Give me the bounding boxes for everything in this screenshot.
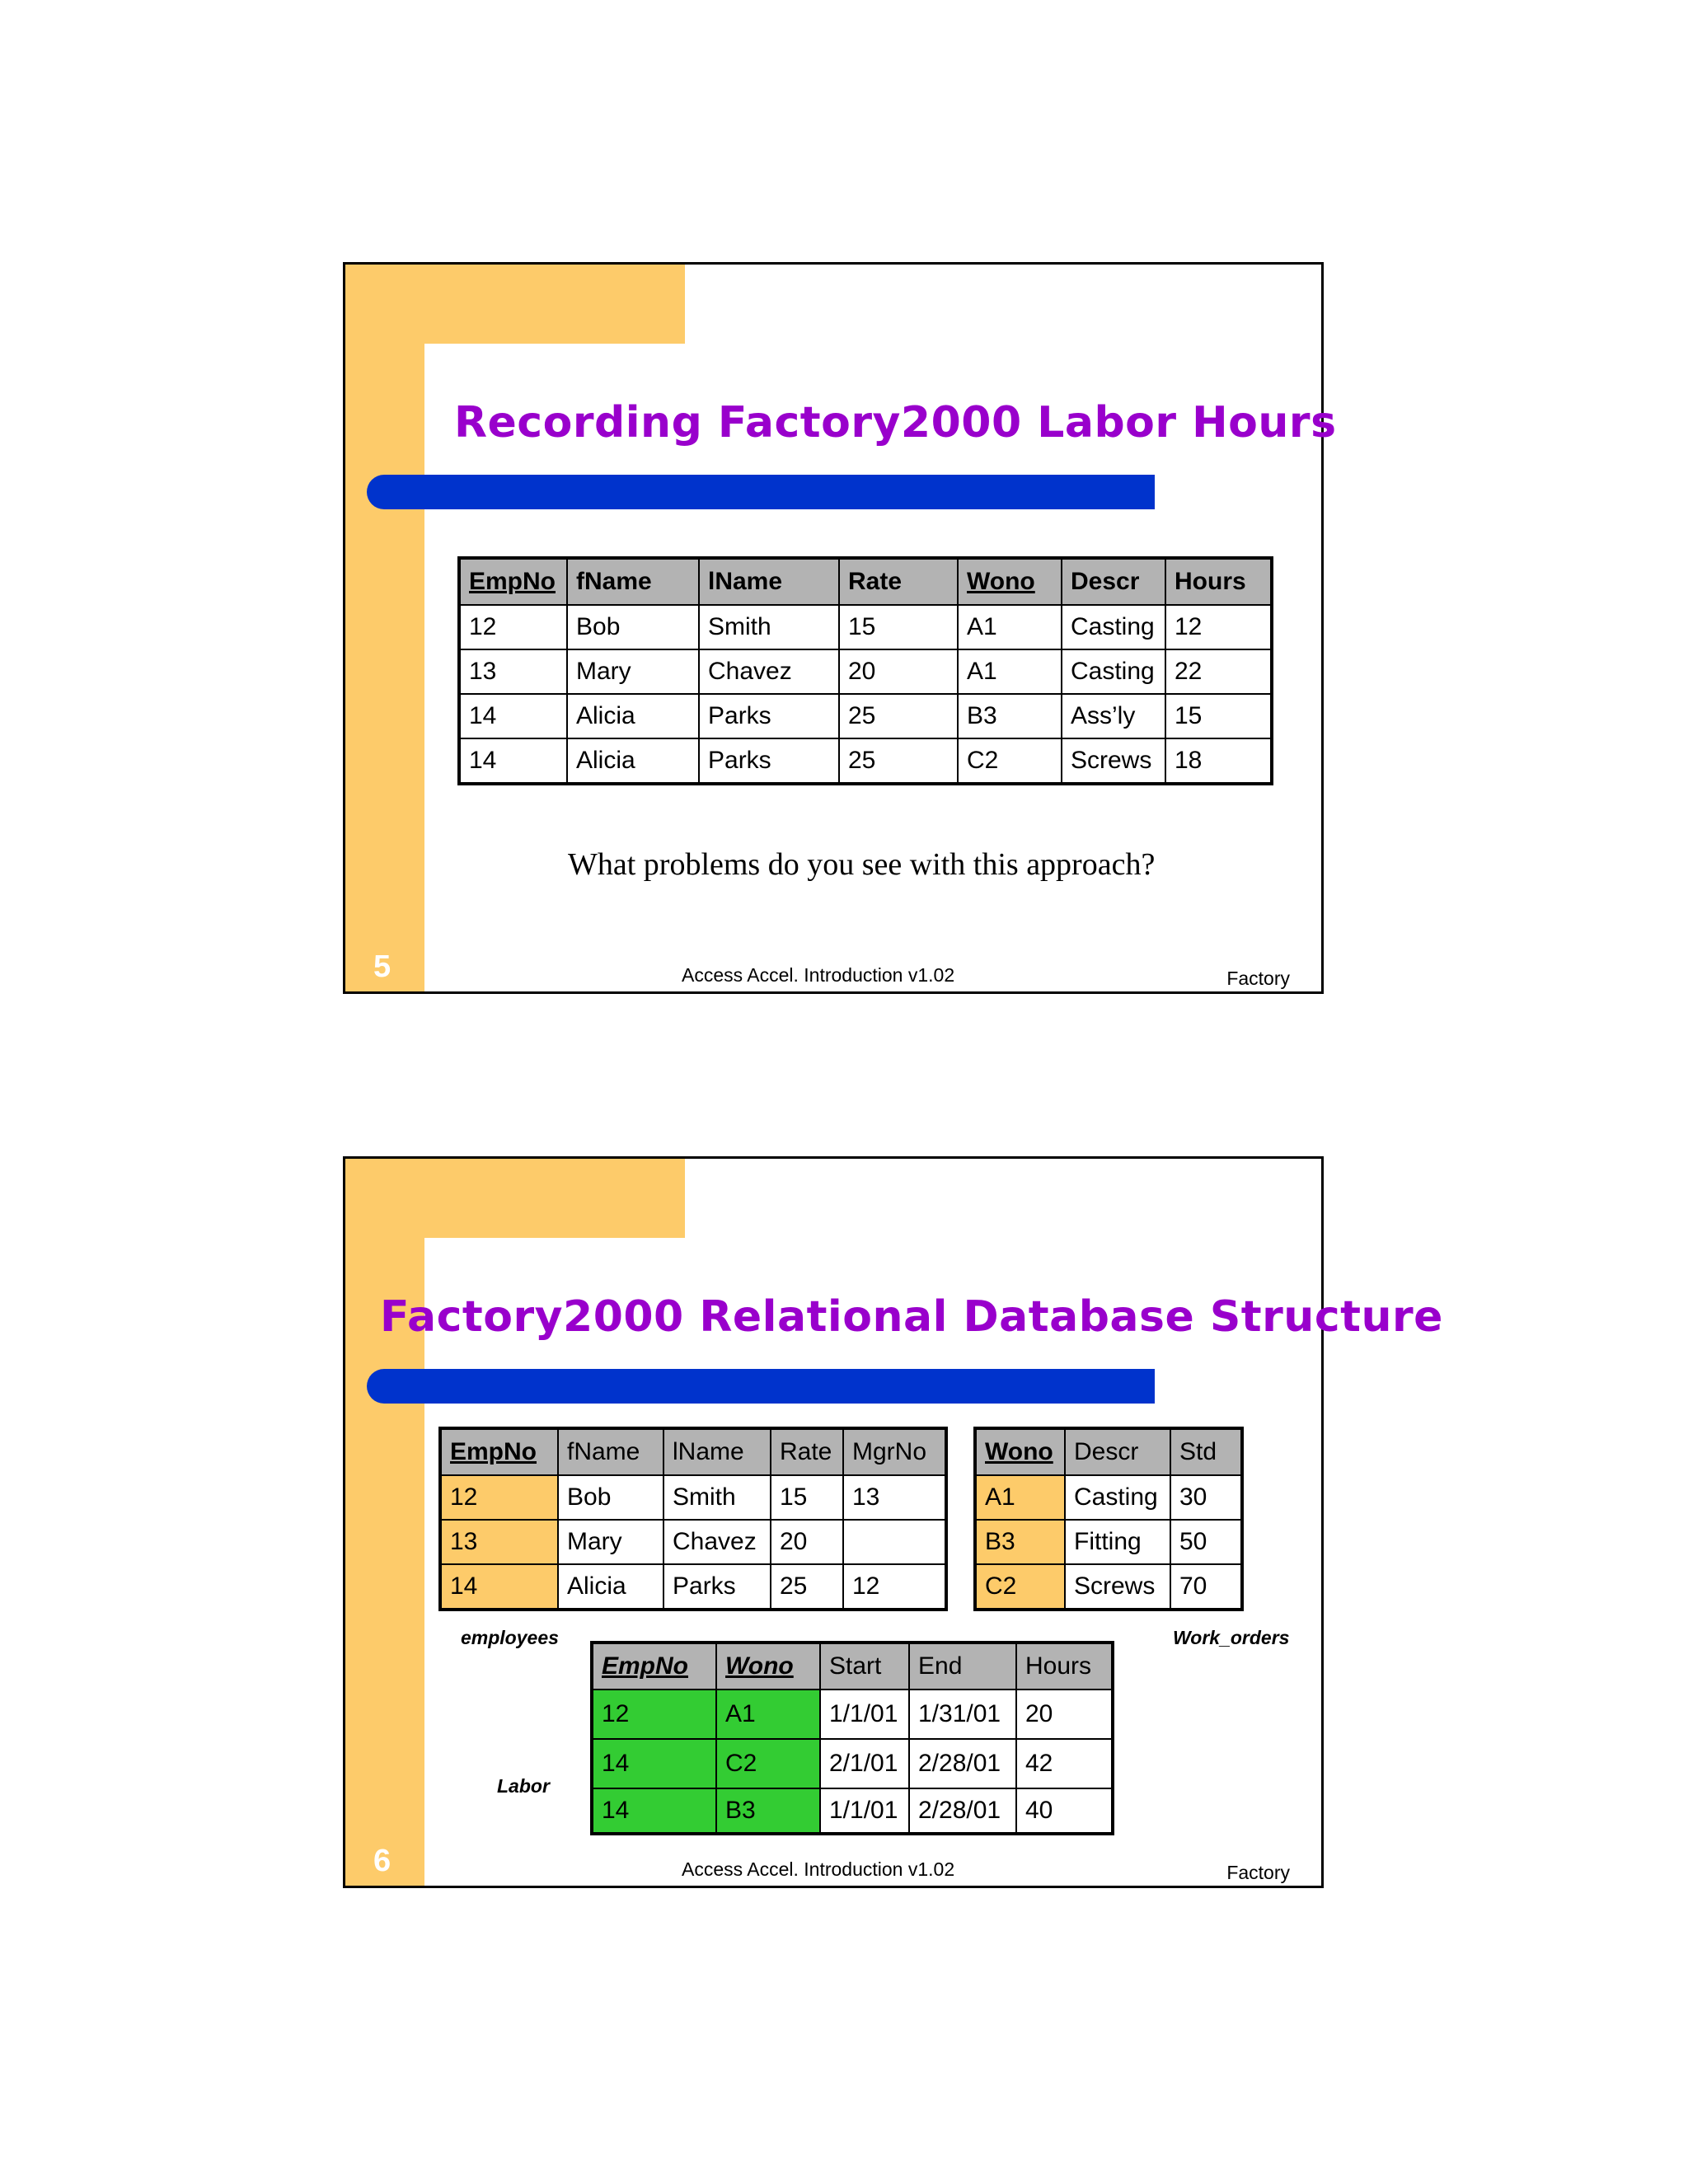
table-header-row: [592, 1643, 1113, 1690]
table-cell: 2/28/01: [909, 1788, 1016, 1834]
title-underline-bar: [367, 1369, 1155, 1404]
column-header: Wono: [958, 558, 1062, 605]
accent-strip-vertical: [345, 265, 424, 991]
footer-course-title: Access Accel. Introduction v1.02: [682, 1858, 955, 1880]
table-cell: 12: [843, 1564, 946, 1610]
table-cell: 15: [1165, 694, 1272, 738]
table-cell: 2/1/01: [820, 1739, 909, 1788]
column-header: fName: [558, 1428, 663, 1475]
table-cell: 2/28/01: [909, 1739, 1016, 1788]
column-header: lName: [699, 558, 839, 605]
table-cell: [843, 1520, 946, 1564]
table-cell: 70: [1170, 1564, 1242, 1610]
table-cell: 25: [839, 738, 958, 784]
table-cell: Casting: [1065, 1475, 1170, 1520]
accent-curve: [424, 344, 474, 393]
title-underline-bar: [367, 475, 1155, 509]
table-cell: Parks: [699, 694, 839, 738]
table-cell: 40: [1016, 1788, 1113, 1834]
slide-6: [343, 1156, 1443, 1888]
footer-section: Factory: [1226, 968, 1290, 989]
table-header-row: [459, 558, 1272, 605]
table-cell: 13: [843, 1475, 946, 1520]
table-cell: 12: [459, 605, 567, 649]
table-cell: Alicia: [558, 1564, 663, 1610]
table-cell: Bob: [567, 605, 699, 649]
table-cell: C2: [958, 738, 1062, 784]
work-orders-caption: Work_orders: [1173, 1627, 1290, 1648]
column-header: Descr: [1062, 558, 1165, 605]
table-row: [440, 1475, 946, 1520]
column-header: Start: [820, 1643, 909, 1690]
table-cell: Chavez: [699, 649, 839, 694]
column-header: Rate: [839, 558, 958, 605]
column-header: lName: [663, 1428, 771, 1475]
column-header: Descr: [1065, 1428, 1170, 1475]
table-cell: Parks: [663, 1564, 771, 1610]
column-header: fName: [567, 558, 699, 605]
labor-table: [590, 1641, 1114, 1835]
accent-curve: [424, 1238, 474, 1287]
table-row: [975, 1475, 1242, 1520]
table-row: [592, 1788, 1113, 1834]
column-header: Wono: [716, 1643, 820, 1690]
column-header: EmpNo: [440, 1428, 558, 1475]
table-cell: 25: [771, 1564, 843, 1610]
labor-caption: Labor: [497, 1775, 550, 1797]
table-cell: A1: [716, 1690, 820, 1739]
table-cell: 20: [1016, 1690, 1113, 1739]
table-cell: B3: [958, 694, 1062, 738]
table-cell: 20: [771, 1520, 843, 1564]
table-cell: Ass’ly: [1062, 694, 1165, 738]
employees-caption: employees: [461, 1627, 559, 1648]
table-cell: Bob: [558, 1475, 663, 1520]
table-cell: Alicia: [567, 694, 699, 738]
table-cell: Casting: [1062, 605, 1165, 649]
table-cell: B3: [716, 1788, 820, 1834]
table-cell: Fitting: [1065, 1520, 1170, 1564]
table-cell: C2: [975, 1564, 1065, 1610]
table-cell: 14: [592, 1788, 716, 1834]
table-row: [592, 1690, 1113, 1739]
slide-5: [343, 262, 1337, 994]
accent-strip-vertical: [345, 1159, 424, 1886]
table-row: [975, 1520, 1242, 1564]
table-cell: 42: [1016, 1739, 1113, 1788]
table-cell: B3: [975, 1520, 1065, 1564]
table-cell: 20: [839, 649, 958, 694]
accent-strip-horizontal: [345, 265, 685, 344]
slide-number: 6: [373, 1844, 392, 1878]
slide-number: 5: [373, 949, 392, 984]
column-header: Hours: [1165, 558, 1272, 605]
footer-section: Factory: [1226, 1862, 1290, 1883]
table-cell: 1/1/01: [820, 1788, 909, 1834]
slide-title: Recording Factory2000 Labor Hours: [454, 398, 1337, 448]
table-cell: 25: [839, 694, 958, 738]
table-cell: 12: [592, 1690, 716, 1739]
table-row: [975, 1564, 1242, 1610]
slide-title: Factory2000 Relational Database Structure: [380, 1292, 1443, 1342]
table-cell: A1: [975, 1475, 1065, 1520]
column-header: End: [909, 1643, 1016, 1690]
table-cell: A1: [958, 649, 1062, 694]
table-row: [592, 1739, 1113, 1788]
footer-course-title: Access Accel. Introduction v1.02: [682, 964, 955, 986]
labor-hours-table: [457, 556, 1273, 785]
table-cell: 18: [1165, 738, 1272, 784]
table-cell: 1/31/01: [909, 1690, 1016, 1739]
table-cell: Mary: [567, 649, 699, 694]
table-row: [440, 1520, 946, 1564]
column-header: MgrNo: [843, 1428, 946, 1475]
table-cell: C2: [716, 1739, 820, 1788]
accent-strip-horizontal: [345, 1159, 685, 1238]
table-cell: Screws: [1062, 738, 1165, 784]
table-header-row: [975, 1428, 1242, 1475]
table-row: [440, 1564, 946, 1610]
table-cell: 14: [440, 1564, 558, 1610]
table-cell: 1/1/01: [820, 1690, 909, 1739]
table-cell: 13: [440, 1520, 558, 1564]
table-cell: 14: [592, 1739, 716, 1788]
column-header: Hours: [1016, 1643, 1113, 1690]
table-cell: 50: [1170, 1520, 1242, 1564]
table-cell: 15: [771, 1475, 843, 1520]
table-cell: 12: [1165, 605, 1272, 649]
table-cell: Smith: [699, 605, 839, 649]
table-cell: 22: [1165, 649, 1272, 694]
table-row: [459, 605, 1272, 649]
table-cell: 14: [459, 738, 567, 784]
table-cell: Casting: [1062, 649, 1165, 694]
column-header: EmpNo: [459, 558, 567, 605]
table-cell: 30: [1170, 1475, 1242, 1520]
table-cell: 13: [459, 649, 567, 694]
table-header-row: [440, 1428, 946, 1475]
column-header: Wono: [975, 1428, 1065, 1475]
table-cell: Mary: [558, 1520, 663, 1564]
table-cell: Smith: [663, 1475, 771, 1520]
table-row: [459, 649, 1272, 694]
table-cell: Parks: [699, 738, 839, 784]
column-header: EmpNo: [592, 1643, 716, 1690]
discussion-question: What problems do you see with this approach?: [568, 847, 1156, 882]
table-cell: Alicia: [567, 738, 699, 784]
table-row: [459, 738, 1272, 784]
column-header: Rate: [771, 1428, 843, 1475]
table-cell: 12: [440, 1475, 558, 1520]
table-cell: A1: [958, 605, 1062, 649]
table-row: [459, 694, 1272, 738]
table-cell: 15: [839, 605, 958, 649]
table-cell: Chavez: [663, 1520, 771, 1564]
column-header: Std: [1170, 1428, 1242, 1475]
employees-table: [438, 1427, 948, 1611]
table-cell: 14: [459, 694, 567, 738]
work-orders-table: [973, 1427, 1244, 1611]
table-cell: Screws: [1065, 1564, 1170, 1610]
